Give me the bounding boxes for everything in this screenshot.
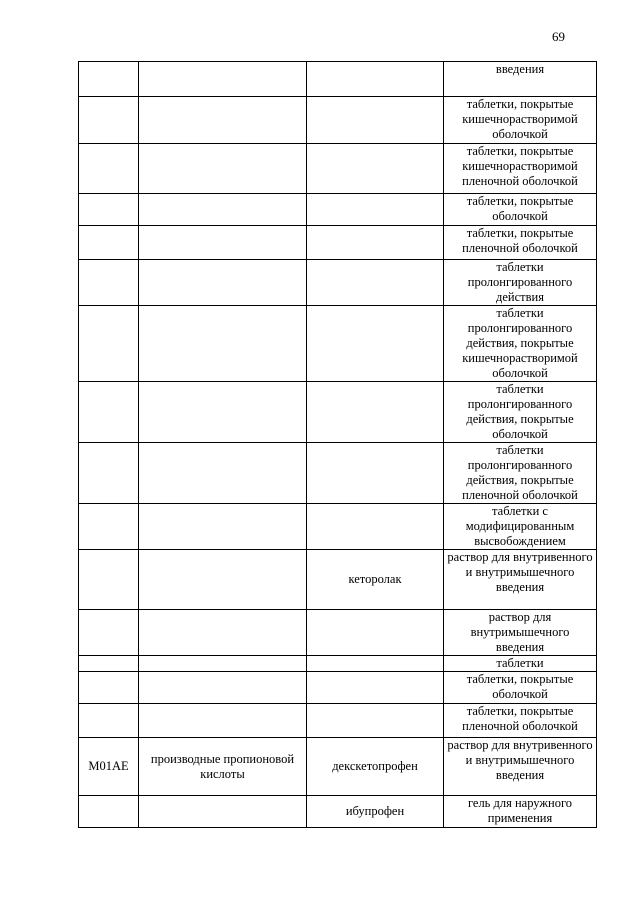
atc-code-cell <box>79 610 139 656</box>
table-row <box>79 306 597 382</box>
pharmacological-group-cell <box>139 260 307 306</box>
dosage-form-cell: раствор для внутримышечного введения <box>444 610 597 656</box>
table-row <box>79 194 597 226</box>
dosage-form-cell: таблетки, покрытые пленочной оболочкой <box>444 226 597 260</box>
atc-code-cell <box>79 226 139 260</box>
pharmacological-group-cell <box>139 226 307 260</box>
table-row <box>79 382 597 443</box>
dosage-form-cell: таблетки, покрытые кишечнорастворимой пленочной оболочкой <box>444 144 597 194</box>
drug-name-cell <box>307 97 444 144</box>
pharmacological-group-cell <box>139 704 307 738</box>
atc-code-cell <box>79 97 139 144</box>
table-row <box>79 796 597 828</box>
dosage-form-cell: таблетки с модифицированным высвобождением <box>444 504 597 550</box>
pharmacological-group-cell <box>139 144 307 194</box>
pharmacological-group-cell <box>139 550 307 610</box>
table-row <box>79 62 597 97</box>
dosage-form-cell: гель для наружного применения <box>444 796 597 828</box>
atc-code-cell: M01AE <box>79 738 139 796</box>
pharmacological-group-cell <box>139 194 307 226</box>
atc-code-cell <box>79 796 139 828</box>
table-row <box>79 260 597 306</box>
dosage-form-cell: таблетки пролонгированного действия, покрытые оболочкой <box>444 382 597 443</box>
pharmacological-group-cell <box>139 656 307 672</box>
atc-code-cell <box>79 656 139 672</box>
dosage-form-cell: раствор для внутривенного и внутримышечного введения <box>444 550 597 610</box>
medicines-table <box>78 61 597 828</box>
atc-code-cell <box>79 550 139 610</box>
drug-name-cell <box>307 260 444 306</box>
table-row <box>79 226 597 260</box>
drug-name-cell <box>307 504 444 550</box>
atc-code-cell <box>79 704 139 738</box>
dosage-form-cell: таблетки, покрытые пленочной оболочкой <box>444 704 597 738</box>
drug-name-cell <box>307 672 444 704</box>
pharmacological-group-cell <box>139 610 307 656</box>
pharmacological-group-cell <box>139 443 307 504</box>
dosage-form-cell: введения <box>444 62 597 97</box>
drug-name-cell <box>307 382 444 443</box>
table-row <box>79 672 597 704</box>
table-row <box>79 656 597 672</box>
table-body <box>79 62 597 828</box>
atc-code-cell <box>79 144 139 194</box>
drug-name-cell <box>307 610 444 656</box>
atc-code-cell <box>79 672 139 704</box>
dosage-form-cell: таблетки пролонгированного действия <box>444 260 597 306</box>
dosage-form-cell: таблетки, покрытые кишечнорастворимой оболочкой <box>444 97 597 144</box>
drug-name-cell <box>307 194 444 226</box>
pharmacological-group-cell <box>139 672 307 704</box>
atc-code-cell <box>79 382 139 443</box>
table-row <box>79 144 597 194</box>
pharmacological-group-cell <box>139 382 307 443</box>
pharmacological-group-cell <box>139 504 307 550</box>
drug-name-cell <box>307 226 444 260</box>
drug-name-cell: кеторолак <box>307 550 444 610</box>
atc-code-cell <box>79 62 139 97</box>
dosage-form-cell: таблетки, покрытые оболочкой <box>444 672 597 704</box>
dosage-form-cell: раствор для внутривенного и внутримышечного введения <box>444 738 597 796</box>
table-row <box>79 738 597 796</box>
table-row <box>79 97 597 144</box>
drug-name-cell <box>307 704 444 738</box>
atc-code-cell <box>79 443 139 504</box>
page-number: 69 <box>552 29 565 44</box>
pharmacological-group-cell <box>139 796 307 828</box>
dosage-form-cell: таблетки <box>444 656 597 672</box>
atc-code-cell <box>79 504 139 550</box>
pharmacological-group-cell <box>139 97 307 144</box>
dosage-form-cell: таблетки пролонгированного действия, покрытые кишечнорастворимой оболочкой <box>444 306 597 382</box>
table-row <box>79 504 597 550</box>
table-row <box>79 704 597 738</box>
drug-name-cell <box>307 306 444 382</box>
dosage-form-cell: таблетки, покрытые оболочкой <box>444 194 597 226</box>
atc-code-cell <box>79 260 139 306</box>
atc-code-cell <box>79 194 139 226</box>
drug-name-cell <box>307 144 444 194</box>
drug-name-cell: ибупрофен <box>307 796 444 828</box>
table-row <box>79 443 597 504</box>
pharmacological-group-cell <box>139 62 307 97</box>
drug-name-cell <box>307 443 444 504</box>
pharmacological-group-cell: производные пропионовой кислоты <box>139 738 307 796</box>
table-row <box>79 610 597 656</box>
drug-name-cell <box>307 62 444 97</box>
dosage-form-cell: таблетки пролонгированного действия, покрытые пленочной оболочкой <box>444 443 597 504</box>
drug-name-cell: декскетопрофен <box>307 738 444 796</box>
drug-name-cell <box>307 656 444 672</box>
pharmacological-group-cell <box>139 306 307 382</box>
table-row <box>79 550 597 610</box>
atc-code-cell <box>79 306 139 382</box>
